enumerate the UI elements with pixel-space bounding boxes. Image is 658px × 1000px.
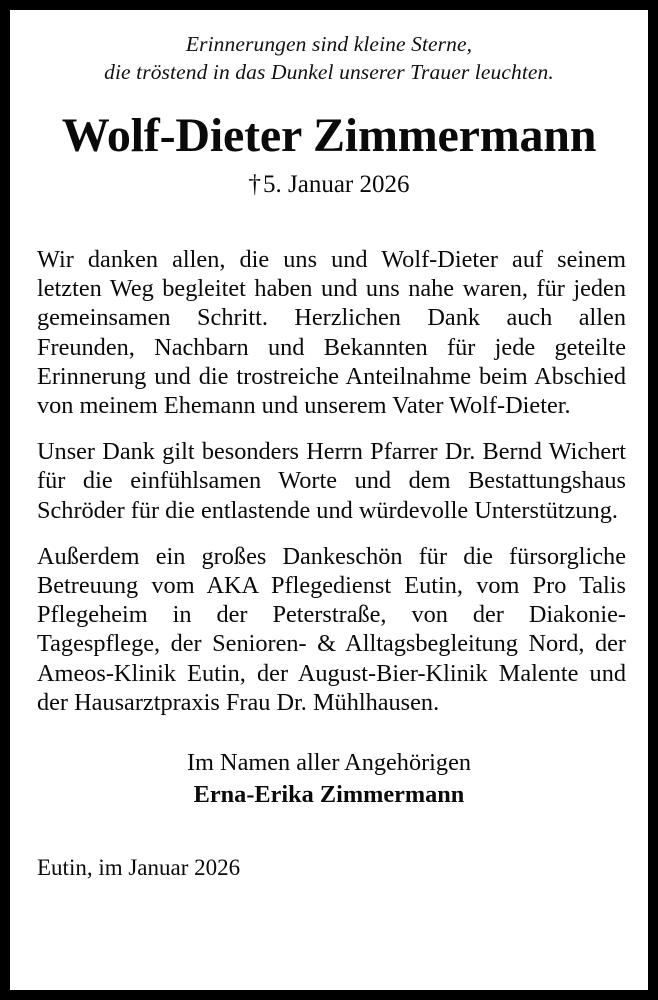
deceased-name: Wolf-Dieter Zimmermann bbox=[61, 109, 597, 162]
place-and-date: Eutin, im Januar 2026 bbox=[37, 855, 241, 881]
epigraph-quote bbox=[26, 30, 632, 86]
death-date-value: 5. Januar 2026 bbox=[263, 171, 410, 198]
closing-signature: Erna-Erika Zimmermann bbox=[193, 781, 465, 809]
body-paragraph: Wir danken allen, die uns und Wolf-Dieter auf seinem letzten Weg begleitet haben und uns nahe waren, für jeden gemeinsamen Schritt. Herzlichen Dank auch allen Freunden, Nachbarn und Bekannten für jede geteilte Erinnerung und die trostreiche Anteilnahme beim Abschied von meinem Ehemann und unserem Vater Wolf-Dieter. bbox=[37, 246, 626, 420]
epigraph-line-2: die tröstend in das Dunkel unserer Trauer leuchten. bbox=[104, 60, 554, 84]
body-paragraph: Außerdem ein großes Dankeschön für die fürsorgliche Betreuung vom AKA Pflegedienst Eutin, vom Pro Talis Pflegeheim in der Peterstraße, von der Diakonie-Tagespflege, der Senioren- & Alltagsbegleitung Nord, der Ameos-Klinik Eutin, der August-Bier-Klinik Malente und der Hausarztpraxis Frau Dr. Mühlhausen. bbox=[37, 542, 626, 716]
closing-intro: Im Namen aller Angehörigen bbox=[186, 749, 472, 777]
obituary-notice-page bbox=[10, 10, 648, 990]
dagger-icon: † bbox=[248, 171, 261, 198]
death-date-line bbox=[26, 169, 632, 201]
body-paragraph: Unser Dank gilt besonders Herrn Pfarrer Dr. Bernd Wichert für die einfühlsamen Worte und dem Bestattungshaus Schröder für die entlastende und würdevolle Unterstützung. bbox=[37, 438, 626, 524]
thank-you-body bbox=[26, 245, 632, 717]
epigraph-line-1: Erinnerungen sind kleine Sterne, bbox=[185, 32, 473, 56]
closing-block bbox=[26, 748, 632, 810]
